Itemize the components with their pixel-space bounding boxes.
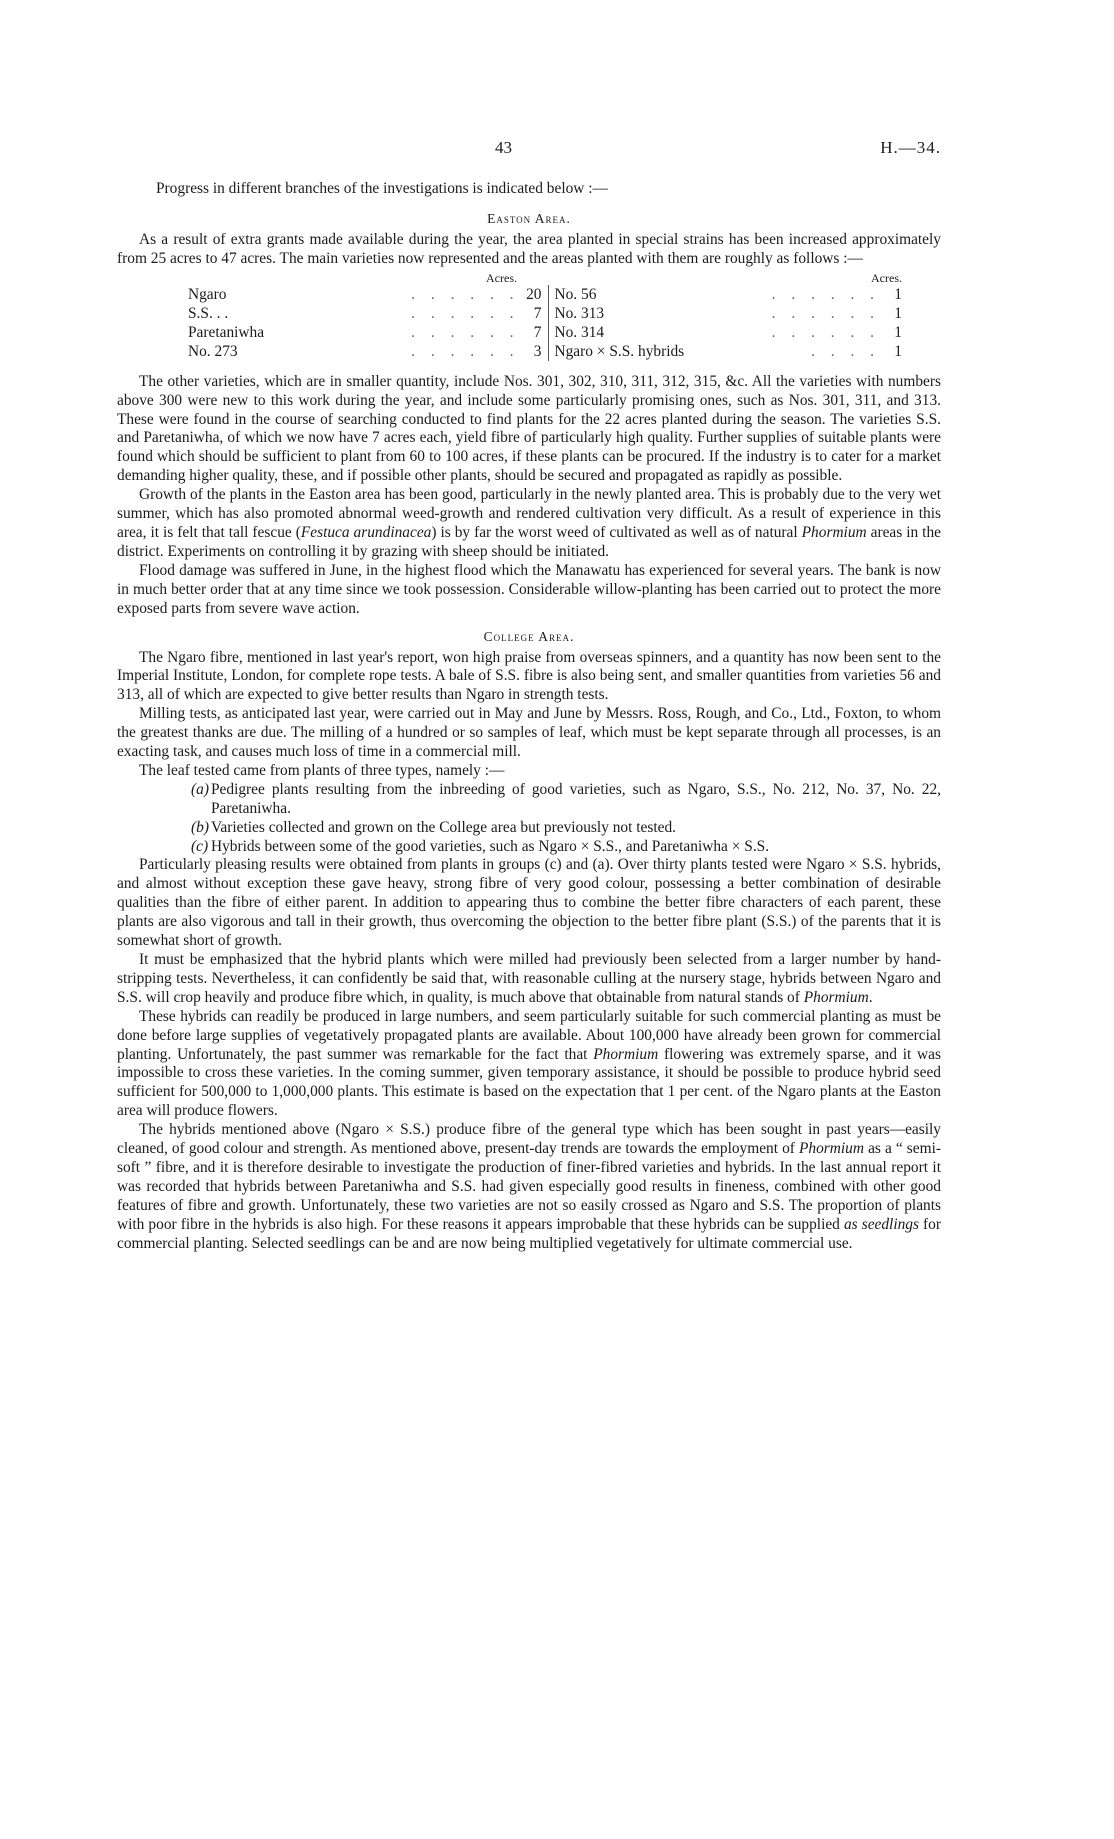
acres-value: 20: [526, 285, 542, 303]
leader-dots: . . . . . .: [411, 285, 520, 303]
acres-row: [555, 323, 909, 342]
intro-paragraph: Progress in different branches of the investigations is indicated below :—: [156, 180, 608, 197]
variety-name: Ngaro: [188, 285, 227, 303]
text-run: areas in the district. Experiments on controlling it by grazing with sheep should be initiated.: [117, 523, 941, 560]
text-run: for commercial planting. Selected seedlings can be and are now being multiplied vegetatively for ultimate commercial use.: [117, 1215, 941, 1252]
document-reference: H.—34.: [880, 138, 941, 157]
list-item: [117, 781, 941, 819]
acres-row: [188, 304, 548, 323]
easton-paragraph-1: As a result of extra grants made available during the year, the area planted in special strains has been increased approximately from 25 acres to 47 acres. The main varieties now represented and the areas planted with them are roughly as follows :—: [117, 230, 941, 267]
list-item-text: Pedigree plants resulting from the inbreeding of good varieties, such as Ngaro, S.S., No. 212, No. 37, No. 22, Paretaniwha.: [211, 780, 941, 817]
leader-dots: . . . . . .: [771, 323, 880, 341]
acres-column-right: [548, 285, 909, 361]
leader-dots: . . . . . .: [411, 304, 520, 322]
list-item: [117, 819, 941, 838]
acres-row: [188, 323, 548, 342]
acres-value: 7: [533, 304, 542, 322]
italic-genus-name: Phormium: [593, 1045, 659, 1063]
variety-name: S.S. . .: [188, 304, 229, 322]
acres-column-left: [188, 285, 548, 361]
leader-dots: . . . . . .: [411, 342, 520, 360]
variety-name: No. 314: [554, 323, 605, 341]
acres-value: 7: [533, 323, 542, 341]
acres-value: 3: [533, 342, 542, 360]
acres-value: 1: [894, 285, 902, 303]
college-paragraph-3: The leaf tested came from plants of three types, namely :—: [139, 761, 505, 779]
page-header: [117, 138, 941, 166]
acres-row: [555, 342, 909, 361]
italic-phrase: as seedlings: [843, 1215, 919, 1233]
text-run: The hybrids mentioned above (Ngaro × S.S.) produce fibre of the general type which has been sought in past years—easily cleaned, of good colour and strength. As mentioned above, present-day trends are towards the employment of: [117, 1121, 941, 1158]
italic-genus-name: Phormium: [799, 1140, 864, 1158]
list-marker: (a): [191, 780, 209, 798]
college-paragraph-2: Milling tests, as anticipated last year, were carried out in May and June by Messrs. Ross, Rough, and Co., Ltd., Foxton, to whom the greatest thanks are due. The milling of a hundred or so samples of leaf, which must be kept separate through all processes, is an exacting task, and causes much loss of time in a commercial mill.: [117, 705, 941, 761]
college-paragraph-4: Particularly pleasing results were obtained from plants in groups (c) and (a). Over thirty plants tested were Ngaro × S.S. hybrids, and almost without exception these gave heavy, strong fibre of very good colour, possessing a better combination of desirable qualities than the fibre of either parent. In addition to appearing thus to combine the better fibre characters of each parent, these plants are also vigorous and tall in their growth, thus overcoming the objection to the better fibre plant (S.S.) of the parents that it is somewhat short of growth.: [117, 856, 941, 950]
leader-dots: . . . . . .: [411, 323, 520, 341]
acres-row: [555, 285, 909, 304]
variety-name: No. 56: [554, 285, 597, 303]
variety-name: No. 273: [188, 342, 238, 360]
leader-dots: . . . . . .: [771, 285, 880, 303]
text-run: Growth of the plants in the Easton area has been good, particularly in the newly planted area. This is probably due to the very wet summer, which has also promoted abnormal weed-growth and rendered cultivation very difficult. As a result of experience in this area, it is felt that tall fescue (: [117, 486, 941, 541]
text-run: ) is by far the worst weed of cultivated as well as of natural: [431, 523, 802, 541]
list-item: [117, 838, 941, 857]
acres-units-row: [188, 271, 908, 285]
leader-dots: . . . .: [811, 342, 880, 360]
plant-types-list: [117, 781, 941, 857]
italic-genus-name: Phormium: [803, 988, 869, 1006]
list-item-text: Varieties collected and grown on the College area but previously not tested.: [211, 818, 676, 836]
page-number: 43: [495, 138, 512, 157]
college-paragraph-5: [117, 951, 941, 1008]
acres-value: 1: [894, 342, 902, 360]
italic-species-name: Festuca arundinacea: [300, 523, 432, 541]
acres-unit-label-left: Acres.: [486, 270, 517, 285]
acres-value: 1: [894, 304, 902, 322]
acres-value: 1: [894, 323, 902, 341]
text-run: These hybrids can readily be produced in large numbers, and seem particularly suitable for such commercial planting as must be done before large supplies of vegetatively propagated plants are available. About 100,000 have already been grown for commercial planting. Unfortunately, the past summer was remarkable for the fact that: [117, 1007, 941, 1063]
italic-genus-name: Phormium: [801, 523, 867, 541]
easton-paragraph-4: Flood damage was suffered in June, in the highest flood which the Manawatu has experienced for several years. The bank is now in much better order that at any time since we took possession. Considerable willow-planting has been carried out to protect the more exposed parts from severe wave action.: [117, 561, 941, 617]
list-marker: (c): [191, 837, 209, 855]
acres-unit-label-right: Acres.: [871, 270, 902, 285]
acres-table: [188, 271, 908, 361]
text-run: .: [868, 988, 873, 1006]
variety-name: Ngaro × S.S. hybrids: [554, 342, 685, 360]
acres-row: [188, 285, 548, 304]
text-run: flowering was extremely sparse, and it was impossible to cross these varieties. In the coming summer, given temporary assistance, it should be possible to produce hybrid seed sufficient for 500,000 to 1,000,000 plants. This estimate is based on the expectation that 1 per cent. of the Ngaro plants at the Easton area will produce flowers.: [117, 1045, 941, 1120]
variety-name: Paretaniwha: [188, 323, 265, 341]
college-paragraph-7: [117, 1121, 941, 1253]
section-heading-easton: Easton Area.: [487, 210, 571, 226]
list-marker: (b): [191, 818, 209, 836]
variety-name: No. 313: [554, 304, 605, 322]
leader-dots: . . . . . .: [771, 304, 880, 322]
easton-paragraph-2: The other varieties, which are in smaller quantity, include Nos. 301, 302, 310, 311, 312, 315, &c. All the varieties with numbers above 300 were new to this work during the year, and include some particularly promising ones, such as Nos. 301, 311, and 313. These were found in the course of searching conducted to find plants for the 22 acres planted during the season. The varieties S.S. and Paretaniwha, of which we now have 7 acres each, yield fibre of particularly high quality. Further supplies of suitable plants were found which should be sufficient to plant from 60 to 100 acres, if these plants can be procured. If the industry is to cater for a market demanding higher quality, these, and if possible other plants, should be secured and propagated as rapidly as possible.: [117, 372, 941, 485]
acres-row: [555, 304, 909, 323]
acres-row: [188, 342, 548, 361]
college-paragraph-1: The Ngaro fibre, mentioned in last year's report, won high praise from overseas spinners, and a quantity has now been sent to the Imperial Institute, London, for complete rope tests. A bale of S.S. fibre is also being sent, and smaller quantities from varieties 56 and 313, all of which are expected to give better results than Ngaro in strength tests.: [117, 648, 941, 704]
text-run: as a “ semi-soft ” fibre, and it is therefore desirable to investigate the production of finer-fibred varieties and hybrids. In the last annual report it was recorded that hybrids between Paretaniwha and S.S. had given especially good results in fineness, combined with other good features of fibre and growth. Unfortunately, these two varieties are not so easily crossed as Ngaro and S.S. The proportion of plants with poor fibre in the hybrids is also high. For these reasons it appears improbable that these hybrids can be supplied: [117, 1140, 941, 1233]
easton-paragraph-3: [117, 486, 941, 562]
document-page: [117, 138, 941, 1254]
section-heading-college: College Area.: [483, 628, 575, 644]
text-run: It must be emphasized that the hybrid plants which were milled had previously been selected from a larger number by hand-stripping tests. Nevertheless, it can confidently be said that, with reasonable culling at the nursery stage, hybrids between Ngaro and S.S. will crop heavily and produce fibre which, in quality, is much above that obtainable from natural stands of: [117, 951, 941, 1006]
list-item-text: Hybrids between some of the good varieties, such as Ngaro × S.S., and Paretaniwha × S.S.: [211, 837, 770, 855]
college-paragraph-6: [117, 1008, 941, 1121]
